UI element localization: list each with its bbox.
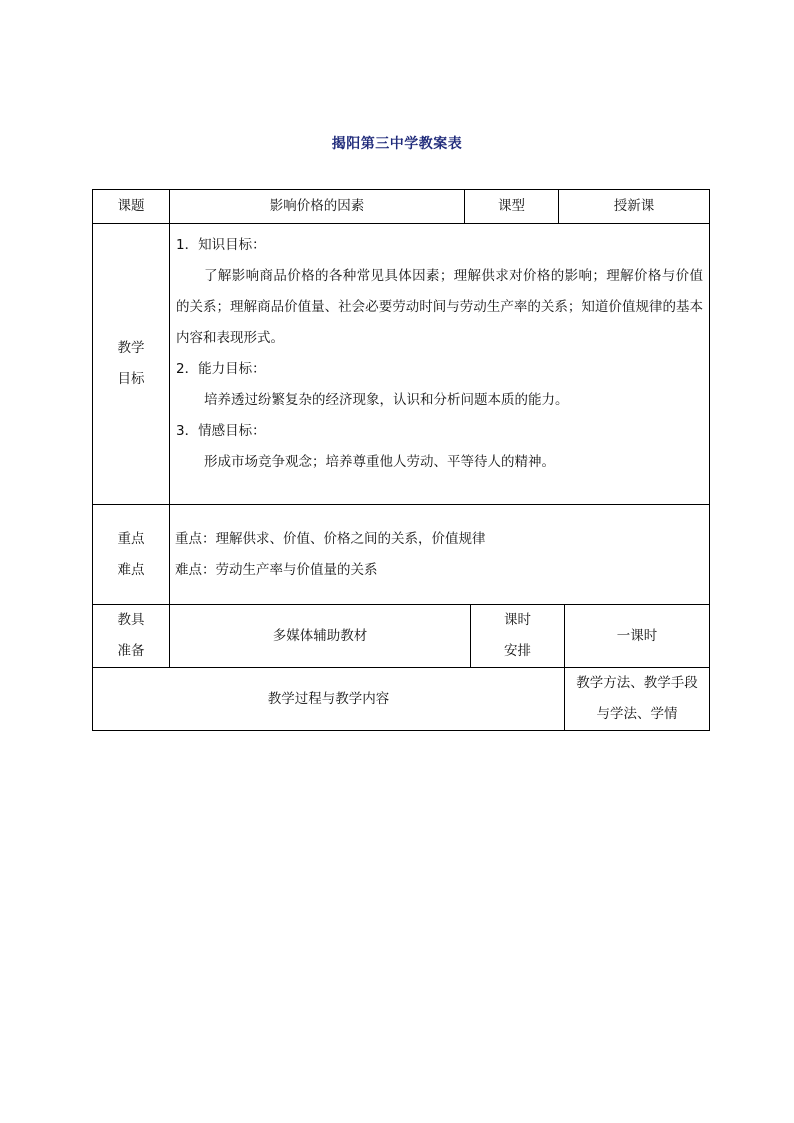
objectives-content-cell [170, 224, 710, 505]
hours-label-line2: 安排 [504, 643, 531, 659]
lesson-plan-table [92, 189, 710, 731]
knowledge-objective-text: 了解影响商品价格的各种常见具体因素；理解供求对价格的影响；理解价格与价值的关系；理解商品价值量、社会必要劳动时间与劳动生产率的关系；知道价值规律的基本内容和表现形式。 [176, 268, 703, 346]
difficult-point-text: 难点：劳动生产率与价值量的关系 [175, 561, 378, 578]
emotion-objective-text: 形成市场竞争观念；培养尊重他人劳动、平等待人的精神。 [204, 454, 555, 470]
method-label-line1: 教学方法、教学手段 [576, 675, 698, 691]
emotion-objective-heading: 3．情感目标： [176, 423, 266, 439]
keypoints-label-line2: 难点 [117, 561, 145, 578]
page-title: 揭阳第三中学教案表 [331, 136, 463, 152]
process-label: 教学过程与教学内容 [267, 690, 390, 707]
topic-value: 影响价格的因素 [269, 198, 365, 215]
topic-label-cell [93, 190, 170, 224]
tools-value-cell [170, 605, 471, 668]
knowledge-objective-heading: 1．知识目标： [176, 237, 266, 253]
tools-value: 多媒体辅助教材 [272, 627, 368, 644]
keypoints-content-cell [170, 505, 710, 605]
objectives-label-line1: 教学 [117, 340, 145, 356]
ability-objective-text: 培养透过纷繁复杂的经济现象，认识和分析问题本质的能力。 [204, 392, 569, 408]
process-label-cell [93, 668, 565, 731]
hours-value: 一课时 [616, 627, 658, 644]
keypoints-label-cell [93, 505, 170, 605]
hours-label-cell [471, 605, 565, 668]
keypoints-label-line1: 重点 [117, 530, 145, 547]
topic-row [93, 190, 710, 224]
process-row [93, 668, 710, 731]
ability-objective-heading: 2．能力目标： [176, 361, 266, 377]
hours-value-cell [565, 605, 710, 668]
hours-label-line1: 课时 [504, 612, 531, 628]
objectives-label-cell [93, 224, 170, 505]
lesson-type-value: 授新课 [613, 198, 655, 215]
method-label-cell [565, 668, 710, 731]
topic-label: 课题 [117, 198, 145, 215]
method-label-line2: 与学法、学情 [596, 706, 678, 722]
lesson-type-label: 课型 [498, 198, 525, 215]
key-point-text: 重点：理解供求、价值、价格之间的关系，价值规律 [175, 530, 486, 547]
keypoints-row [93, 505, 710, 605]
lesson-type-value-cell [559, 190, 710, 224]
topic-value-cell [170, 190, 465, 224]
tools-label-line1: 教具 [117, 612, 145, 628]
objectives-row [93, 224, 710, 505]
lesson-type-label-cell [465, 190, 559, 224]
objectives-label-line2: 目标 [117, 371, 145, 387]
tools-label-line2: 准备 [117, 643, 145, 659]
tools-label-cell [93, 605, 170, 668]
preparation-row [93, 605, 710, 668]
